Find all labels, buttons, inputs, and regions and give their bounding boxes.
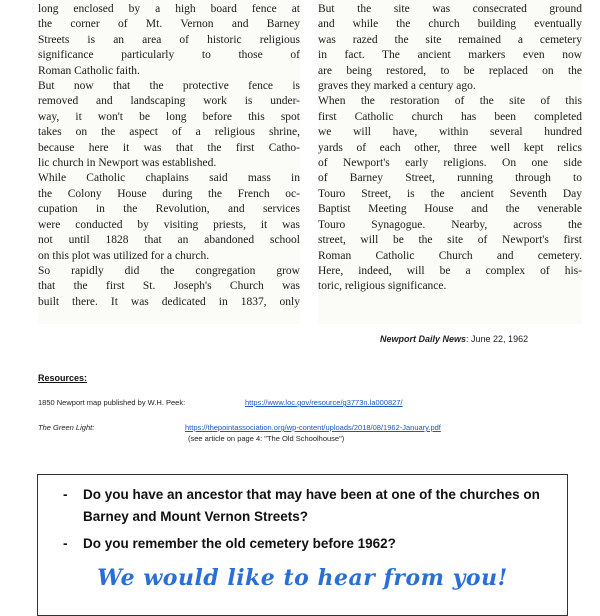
clipping-line: Roman Catholic Church and cemetery. [318,249,582,262]
resource-greenlight-label: The Green Light: [38,423,95,432]
clipping-line: of Newport's early religions. On one side [318,157,582,170]
clipping-line: that the first St. Joseph's Church was [38,280,300,293]
source-date: : June 22, 1962 [466,334,529,344]
clipping-line: first Catholic church has been completed [318,110,582,123]
bullet-dash: - [63,487,68,502]
clipping-line: were conducted by visiting priests, it was [38,218,300,231]
resource-map-label: 1850 Newport map published by W.H. Peek: [38,398,186,407]
resource-greenlight-note: (see article on page 4: "The Old Schoolhouse") [188,434,345,443]
clipping-line: lic church in Newport was established. [38,157,217,170]
clipping-line: Baptist Meeting House and the venerable [318,203,582,216]
clipping-line: cupation in the Revolution, and services [38,203,300,216]
clipping-left-column [38,0,300,324]
clipping-line: the Colony House during the French oc- [38,187,300,200]
clipping-line: built there. It was dedicated in 1837, only [38,295,300,308]
callout-box [37,474,568,616]
resource-greenlight-link-wrap [185,423,441,432]
resource-map [38,398,185,407]
clipping-source [380,334,528,344]
clipping-line: But now that the protective fence is [38,80,300,93]
clipping-line: because here it was that the first Catho- [38,141,300,154]
question-cemetery-text: Do you remember the old cemetery before 1962? [83,536,396,551]
clipping-line: on this plot was utilized for a church. [38,249,210,262]
clipping-line: yards of each other, three well kept relics [318,141,582,154]
resource-greenlight-note-wrap [188,434,344,443]
clipping-line: toric, religious significance. [318,280,447,293]
clipping-line: takes on the aspect of a religious shrine, [38,126,300,139]
clipping-line: and while the church building eventually [318,18,582,31]
question-ancestor-text: Do you have an ancestor that may have been at one of the churches on Barney and Mount Vernon Streets? [83,487,540,524]
clipping-line: long enclosed by a high board fence at [38,3,300,15]
clipping-line: significance particularly to those of [38,49,300,62]
clipping-line: we will have, within several hundred [318,126,582,139]
clipping-line: was razed the site remained a cemetery [318,33,582,46]
clipping-line: in fact. The ancient markers even now [318,49,582,62]
clipping-line: are being restored, to be replaced on the [318,64,582,77]
clipping-line: Touro Synagogue. Nearby, across the [318,218,582,231]
resource-map-link-wrap [245,398,403,407]
resource-map-link[interactable]: https://www.loc.gov/resource/g3773n.la000827/ [245,398,403,407]
question-cemetery [63,533,543,555]
clipping-line: Here, indeed, will be a complex of his- [318,264,582,277]
clipping-line: not until 1828 that an abandoned school [38,234,300,247]
resource-greenlight-link[interactable]: https://thepointassociation.org/wp-content/uploads/2018/08/1962-January.pdf [185,423,441,432]
question-ancestor [63,484,543,528]
clipping-line: removed and landscaping work is under- [38,95,300,108]
clipping-line: of Barney Street, running through to [318,172,582,185]
clipping-line: When the restoration of the site of this [318,95,582,108]
clipping-line: But the site was consecrated ground [318,3,582,15]
clipping-line: Streets is an area of historic religious [38,33,300,46]
clipping-line: graves they marked a century ago. [318,80,476,93]
clipping-line: the corner of Mt. Vernon and Barney [38,18,300,31]
closing-message: We would like to hear from you! [97,565,508,591]
clipping-right-column [318,0,582,324]
clipping-line: street, will be the site of Newport's first [318,234,582,247]
resources-heading: Resources: [38,373,88,383]
resource-greenlight [38,423,94,432]
clipping-line: While Catholic chaplains said mass in [38,172,300,185]
clipping-line: way, it won't be long before this spot [38,110,300,123]
clipping-line: So rapidly did the congregation grow [38,264,300,277]
source-paper: Newport Daily News [380,334,467,344]
bullet-dash: - [63,536,68,551]
clipping-line: Touro Street, is the ancient Seventh Day [318,187,582,200]
clipping-line: Roman Catholic faith. [38,64,140,77]
